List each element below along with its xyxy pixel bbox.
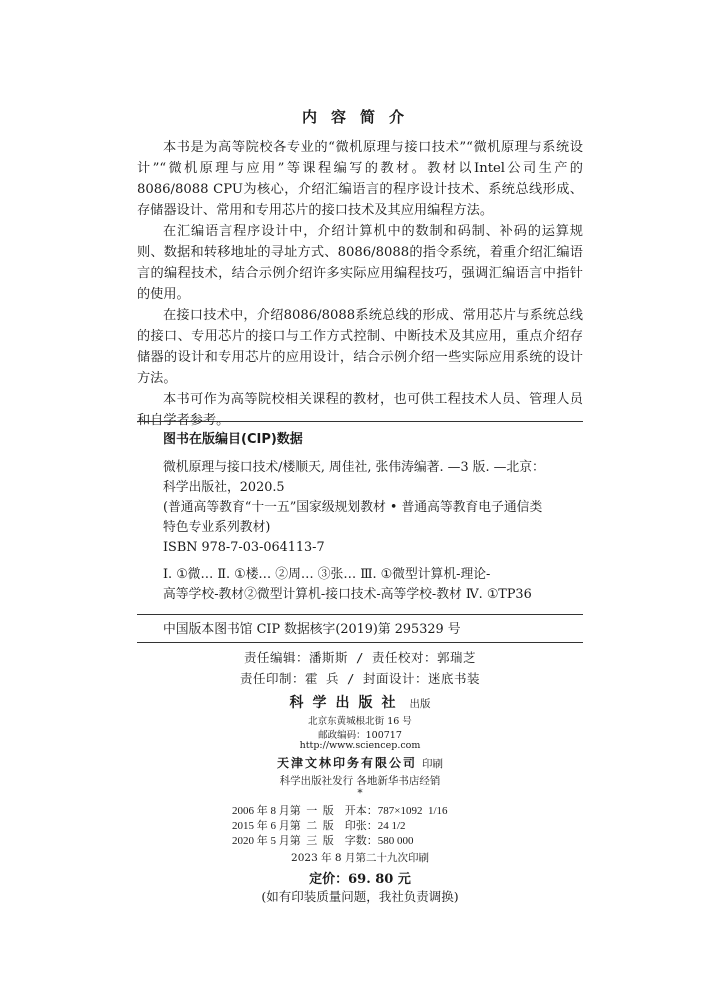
quality-note: (如有印装质量问题，我社负责调换) bbox=[261, 889, 459, 904]
publisher-address: 北京东黄城根北街 16 号 bbox=[308, 716, 412, 727]
divider-top bbox=[137, 421, 583, 422]
summary-paragraph-2: 在汇编语言程序设计中，介绍计算机中的数制和码制、补码的运算规则、数据和转移地址的寻址方式、8086/8088的指令系统，着重介绍汇编语言的编程技术，结合示例介绍许多实际应用编程技巧，强调汇编语言中指针的使用。 bbox=[137, 224, 583, 302]
cip-line-1: 微机原理与接口技术/楼顺天, 周佳社, 张伟涛编著. —3 版. —北京： bbox=[163, 460, 545, 475]
publisher-postcode: 邮政编码：100717 bbox=[318, 730, 402, 741]
printer-line bbox=[0, 752, 720, 771]
edition-row-3: 2020 年 5 月第 三 版 字数：580 000 bbox=[232, 835, 414, 847]
cip-line-3: (普通高等教育“十一五”国家级规划教材 • 普通高等教育电子通信类 bbox=[163, 500, 543, 515]
cip-line-4: 特色专业系列教材) bbox=[163, 520, 271, 535]
star-separator: * bbox=[357, 787, 363, 799]
cip-heading: 图书在版编目(CIP)数据 bbox=[163, 432, 303, 447]
divider-middle bbox=[137, 614, 583, 615]
summary-paragraph-1: 本书是为高等院校各专业的“微机原理与接口技术”“微机原理与系统设计”“微机原理与应用”等课程编写的教材。教材以Intel公司生产的8086/8088 CPU为核心，介绍汇编语言的程序设计技术、系统总线形成、存储器设计、常用和专用芯片的接口技术及其应用编程方法。 bbox=[137, 140, 583, 218]
edition-row-2: 2015 年 6 月第 二 版 印张：24 1/2 bbox=[232, 820, 406, 832]
staff-line-1: 责任编辑：潘斯斯 / 责任校对：郭瑞芝 bbox=[243, 650, 477, 665]
publisher-suffix: 出版 bbox=[409, 698, 431, 710]
printer-name: 天津文林印务有限公司 bbox=[276, 756, 417, 770]
cip-line-2: 科学出版社，2020.5 bbox=[163, 480, 285, 495]
cip-record: 中国版本图书馆 CIP 数据核字(2019)第 295329 号 bbox=[163, 622, 461, 637]
publisher-url: http://www.sciencep.com bbox=[299, 740, 421, 751]
printer-suffix: 印刷 bbox=[422, 758, 444, 770]
edition-row-1: 2006 年 8 月第 一 版 开本：787×1092 1/16 bbox=[232, 805, 448, 817]
cip-class-1: Ⅰ. ①微… Ⅱ. ①楼… ②周… ③张… Ⅲ. ①微型计算机-理论- bbox=[163, 567, 491, 582]
distribution-line: 科学出版社发行 各地新华书店经销 bbox=[279, 775, 441, 787]
printing-line: 2023 年 8 月第二十九次印刷 bbox=[291, 852, 429, 864]
publisher-line bbox=[0, 692, 720, 712]
summary-title: 内容简介 bbox=[301, 108, 418, 126]
publisher-name: 科学出版社 bbox=[289, 695, 405, 711]
summary-paragraph-3: 在接口技术中，介绍8086/8088系统总线的形成、常用芯片与系统总线的接口、专用芯片的接口与工作方式控制、中断技术及其应用，重点介绍存储器的设计和专用芯片的应用设计，结合示例介绍一些实际应用系统的设计方法。 bbox=[137, 308, 583, 386]
divider-bottom bbox=[137, 642, 583, 643]
price-line: 定价：69. 80 元 bbox=[309, 872, 411, 887]
summary-paragraph-4: 本书可作为高等院校相关课程的教材，也可供工程技术人员、管理人员和自学者参考。 bbox=[137, 392, 583, 428]
cip-class-2: 高等学校-教材②微型计算机-接口技术-高等学校-教材 Ⅳ. ①TP36 bbox=[163, 587, 532, 602]
staff-line-2: 责任印制：霍 兵 / 封面设计：迷底书装 bbox=[239, 671, 481, 686]
cip-isbn: ISBN 978-7-03-064113-7 bbox=[163, 540, 325, 555]
